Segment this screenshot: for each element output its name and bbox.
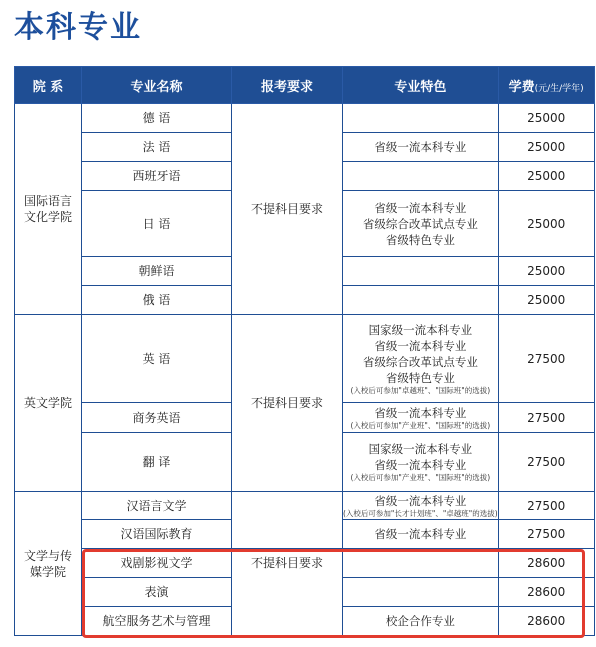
header-major: 专业名称 bbox=[82, 67, 232, 104]
college-name: 文学与传媒学院 bbox=[23, 548, 72, 579]
feature-cell bbox=[343, 104, 499, 133]
feature-cell bbox=[343, 520, 499, 549]
major-cell: 航空服务艺术与管理 bbox=[82, 607, 232, 636]
fee-cell: 28600 bbox=[498, 578, 594, 607]
feature-line: 省级特色专业 bbox=[385, 232, 455, 247]
major-cell: 西班牙语 bbox=[82, 162, 232, 191]
requirement-cell-empty bbox=[232, 492, 343, 549]
table-row bbox=[15, 549, 595, 578]
fee-cell: 27500 bbox=[498, 520, 594, 549]
feature-cell bbox=[343, 286, 499, 315]
fee-cell: 27500 bbox=[498, 315, 594, 403]
fee-cell: 25000 bbox=[498, 133, 594, 162]
fee-cell: 25000 bbox=[498, 162, 594, 191]
header-requirement: 报考要求 bbox=[232, 67, 343, 104]
feature-cell bbox=[343, 607, 499, 636]
feature-cell bbox=[343, 433, 499, 492]
major-cell: 商务英语 bbox=[82, 403, 232, 433]
major-cell: 朝鲜语 bbox=[82, 257, 232, 286]
major-cell: 俄 语 bbox=[82, 286, 232, 315]
fee-cell: 28600 bbox=[498, 549, 594, 578]
fee-cell: 25000 bbox=[498, 286, 594, 315]
college-cell bbox=[15, 315, 82, 492]
feature-line: 省级综合改革试点专业 bbox=[362, 354, 478, 369]
college-cell bbox=[15, 104, 82, 315]
major-cell: 汉语国际教育 bbox=[82, 520, 232, 549]
page-title: 本科专业 bbox=[14, 10, 142, 45]
feature-cell bbox=[343, 133, 499, 162]
fee-cell: 27500 bbox=[498, 492, 594, 520]
feature-line: 省级一流本科专业 bbox=[374, 140, 467, 154]
requirement-cell: 不提科目要求 bbox=[232, 315, 343, 492]
feature-line: 省级一流本科专业 bbox=[374, 458, 467, 472]
feature-note: (入校后可参加"产业班"、"国际班"的选拔) bbox=[350, 420, 491, 430]
feature-cell bbox=[343, 578, 499, 607]
feature-cell bbox=[343, 315, 499, 403]
fee-cell: 25000 bbox=[498, 257, 594, 286]
header-fee-main: 学费 bbox=[508, 79, 535, 95]
feature-note: (入校后可参加"长才计划班"、"卓越班"的选拔) bbox=[343, 508, 498, 518]
feature-cell bbox=[343, 492, 499, 520]
feature-note: (入校后可参加"产业班"、"国际班"的选拔) bbox=[350, 473, 491, 482]
feature-line: 省级特色专业 bbox=[385, 370, 455, 385]
table-header-row bbox=[15, 67, 595, 104]
feature-line: 省级一流本科专业 bbox=[374, 493, 467, 508]
major-cell: 翻 译 bbox=[82, 433, 232, 492]
major-cell: 日 语 bbox=[82, 191, 232, 257]
major-cell: 法 语 bbox=[82, 133, 232, 162]
header-feature: 专业特色 bbox=[343, 67, 499, 104]
feature-line: 校企合作专业 bbox=[385, 614, 455, 628]
header-fee-unit: (元/生/学年) bbox=[534, 83, 584, 94]
feature-cell bbox=[343, 403, 499, 433]
feature-cell bbox=[343, 162, 499, 191]
major-cell: 戏剧影视文学 bbox=[82, 549, 232, 578]
header-fee bbox=[498, 67, 594, 104]
majors-table bbox=[14, 66, 595, 636]
feature-line: 国家级一流本科专业 bbox=[368, 442, 473, 456]
college-cell bbox=[15, 492, 82, 636]
requirement-cell: 不提科目要求 bbox=[232, 104, 343, 315]
feature-cell bbox=[343, 549, 499, 578]
table-row bbox=[15, 315, 595, 403]
fee-cell: 25000 bbox=[498, 191, 594, 257]
fee-cell: 25000 bbox=[498, 104, 594, 133]
major-cell: 德 语 bbox=[82, 104, 232, 133]
feature-line: 省级一流本科专业 bbox=[374, 200, 467, 215]
fee-cell: 27500 bbox=[498, 403, 594, 433]
feature-line: 省级一流本科专业 bbox=[374, 405, 467, 420]
feature-line: 省级一流本科专业 bbox=[374, 527, 467, 541]
feature-line: 省级综合改革试点专业 bbox=[362, 216, 478, 231]
fee-cell: 28600 bbox=[498, 607, 594, 636]
table-row bbox=[15, 104, 595, 133]
feature-cell bbox=[343, 191, 499, 257]
feature-cell bbox=[343, 257, 499, 286]
feature-line: 省级一流本科专业 bbox=[374, 338, 467, 353]
college-name: 国际语言文化学院 bbox=[23, 194, 72, 224]
major-cell: 英 语 bbox=[82, 315, 232, 403]
requirement-cell: 不提科目要求 bbox=[232, 549, 343, 636]
header-college: 院 系 bbox=[15, 67, 82, 104]
fee-cell: 27500 bbox=[498, 433, 594, 492]
major-cell: 汉语言文学 bbox=[82, 492, 232, 520]
major-cell: 表演 bbox=[82, 578, 232, 607]
feature-note: (入校后可参加"卓越班"、"国际班"的选拔) bbox=[350, 385, 491, 395]
college-name: 英文学院 bbox=[23, 396, 72, 410]
feature-line: 国家级一流本科专业 bbox=[368, 322, 473, 337]
table-row bbox=[15, 492, 595, 520]
